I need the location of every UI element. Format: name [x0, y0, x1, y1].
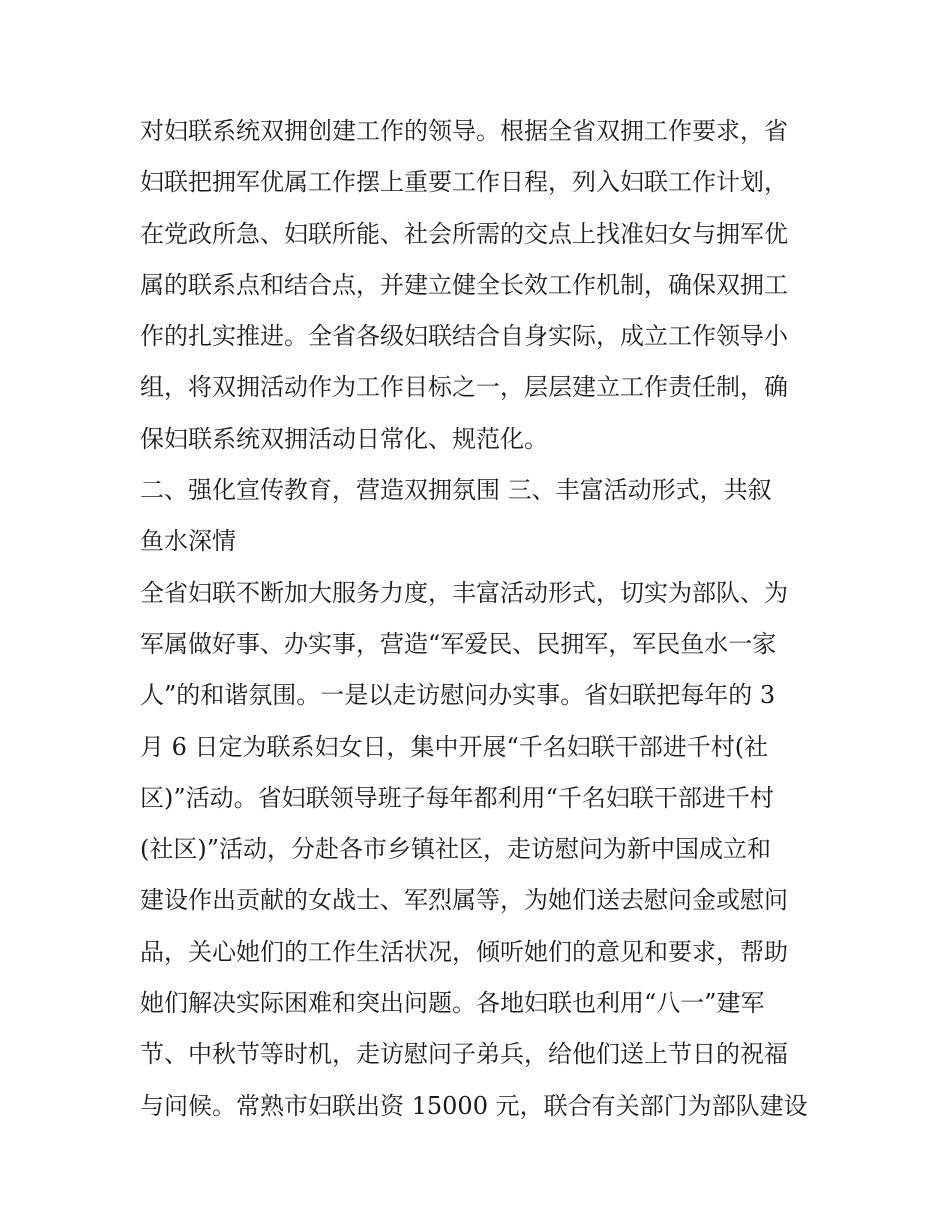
text-line: 组，将双拥活动作为工作目标之一，层层建立工作责任制，确: [140, 373, 788, 402]
text-line: 月 6 日定为联系妇女日，集中开展“千名妇联干部进千村(社: [140, 732, 769, 761]
body-text: [140, 108, 820, 1134]
text-line: (社区)”活动，分赴各市乡镇社区，走访慰问为新中国成立和: [140, 835, 771, 864]
text-line: 与问候。常熟市妇联出资 15000 元，联合有关部门为部队建设: [140, 1091, 808, 1120]
section-heading-line: 鱼水深情: [140, 527, 236, 556]
text-line: 她们解决实际困难和突出问题。各地妇联也利用“八一”建军: [140, 989, 765, 1018]
text-line: 品，关心她们的工作生活状况，倾听她们的意见和要求，帮助: [140, 937, 788, 966]
text-line: 对妇联系统双拥创建工作的领导。根据全省双拥工作要求，省: [140, 117, 788, 145]
section-heading-line: 二、强化宣传教育，营造双拥氛围 三、丰富活动形式，共叙: [140, 476, 772, 505]
text-line: 区)”活动。省妇联领导班子每年都利用“千名妇联干部进千村: [140, 783, 774, 812]
text-line: 作的扎实推进。全省各级妇联结合自身实际，成立工作领导小: [140, 322, 788, 351]
text-line: 军属做好事、办实事，营造“军爱民、民拥军，军民鱼水一家: [140, 629, 777, 658]
text-line: 属的联系点和结合点，并建立健全长效工作机制，确保双拥工: [140, 270, 788, 299]
text-line: 保妇联系统双拥活动日常化、规范化。: [140, 424, 548, 453]
text-line: 人”的和谐氛围。一是以走访慰问办实事。省妇联把每年的 3: [140, 681, 776, 710]
text-line: 建设作出贡献的女战士、军烈属等，为她们送去慰问金或慰问: [140, 886, 788, 915]
text-line: 全省妇联不断加大服务力度，丰富活动形式，切实为部队、为: [140, 578, 788, 607]
text-line: 在党政所急、妇联所能、社会所需的交点上找准妇女与拥军优: [140, 219, 788, 248]
text-line: 节、中秋节等时机，走访慰问子弟兵，给他们送上节日的祝福: [140, 1040, 788, 1069]
text-line: 妇联把拥军优属工作摆上重要工作日程，列入妇联工作计划，: [140, 168, 788, 197]
